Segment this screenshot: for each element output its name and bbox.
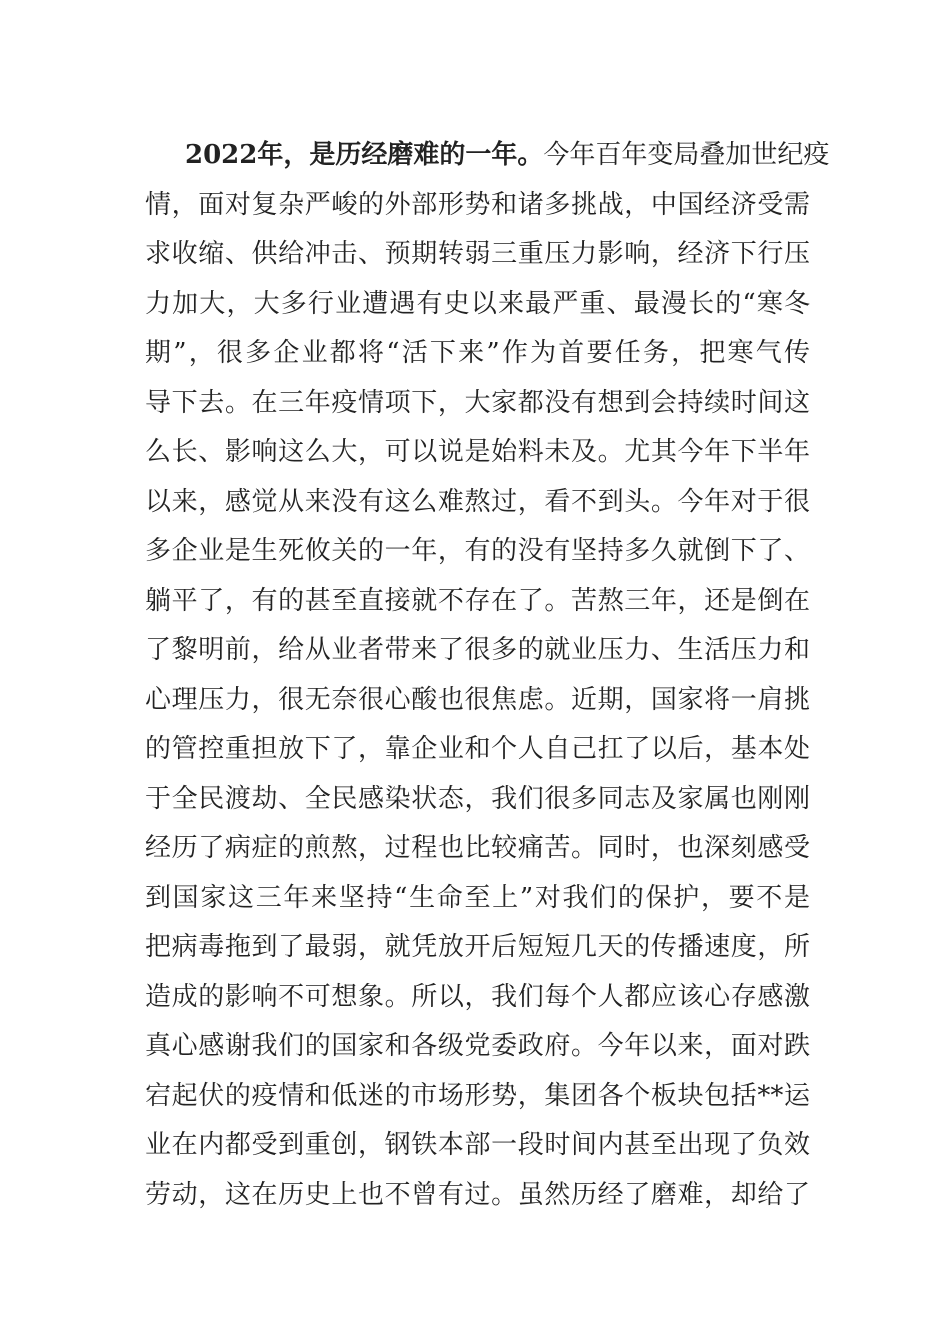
paragraph-line: 到国家这三年来坚持“生命至上”对我们的保护，要不是 [145, 882, 810, 913]
paragraph-line: 劳动，这在历史上也不曾有过。虽然历经了磨难，却给了 [145, 1179, 810, 1210]
paragraph-line: 期”，很多企业都将“活下来”作为首要任务，把寒气传 [145, 338, 810, 368]
paragraph-line: 宕起伏的疫情和低迷的市场形势，集团各个板块包括**运 [145, 1080, 810, 1111]
paragraph-line: 情，面对复杂严峻的外部形势和诸多挑战，中国经济受需 [145, 189, 810, 220]
paragraph-line: 的管控重担放下了，靠企业和个人自己扛了以后，基本处 [145, 734, 810, 764]
paragraph-line: 经历了病症的煎熬，过程也比较痛苦。同时，也深刻感受 [145, 833, 810, 863]
paragraph-line: 求收缩、供给冲击、预期转弱三重压力影响，经济下行压 [145, 239, 810, 269]
paragraph-line: 于全民渡劫、全民感染状态，我们很多同志及家属也刚刚 [145, 783, 810, 814]
first-line-rest: 今年百年变局叠加世纪疫 [543, 140, 830, 170]
paragraph-line: 真心感谢我们的国家和各级党委政府。今年以来，面对跌 [145, 1031, 810, 1061]
paragraph-line: 么长、影响这么大，可以说是始料未及。尤其今年下半年 [145, 437, 810, 467]
paragraph-first-line [145, 131, 830, 181]
paragraph-line: 把病毒拖到了最弱，就凭放开后短短几天的传播速度，所 [145, 932, 810, 962]
body-paragraph [145, 131, 830, 1220]
paragraph-line: 多企业是生死攸关的一年，有的没有坚持多久就倒下了、 [145, 536, 810, 566]
paragraph-line: 导下去。在三年疫情项下，大家都没有想到会持续时间这 [145, 387, 810, 418]
paragraph-line: 躺平了，有的甚至直接就不存在了。苦熬三年，还是倒在 [145, 585, 810, 616]
paragraph-line: 心理压力，很无奈很心酸也很焦虑。近期，国家将一肩挑 [145, 684, 810, 715]
bold-lead-sentence: 2022年，是历经磨难的一年。 [185, 140, 544, 170]
paragraph-line: 了黎明前，给从业者带来了很多的就业压力、生活压力和 [145, 635, 810, 665]
paragraph-line: 以来，感觉从来没有这么难熬过，看不到头。今年对于很 [145, 486, 810, 517]
paragraph-line: 业在内都受到重创，钢铁本部一段时间内甚至出现了负效 [145, 1130, 810, 1160]
paragraph-line: 造成的影响不可想象。所以，我们每个人都应该心存感激 [145, 981, 810, 1012]
paragraph-line: 力加大，大多行业遭遇有史以来最严重、最漫长的“寒冬 [145, 288, 810, 319]
